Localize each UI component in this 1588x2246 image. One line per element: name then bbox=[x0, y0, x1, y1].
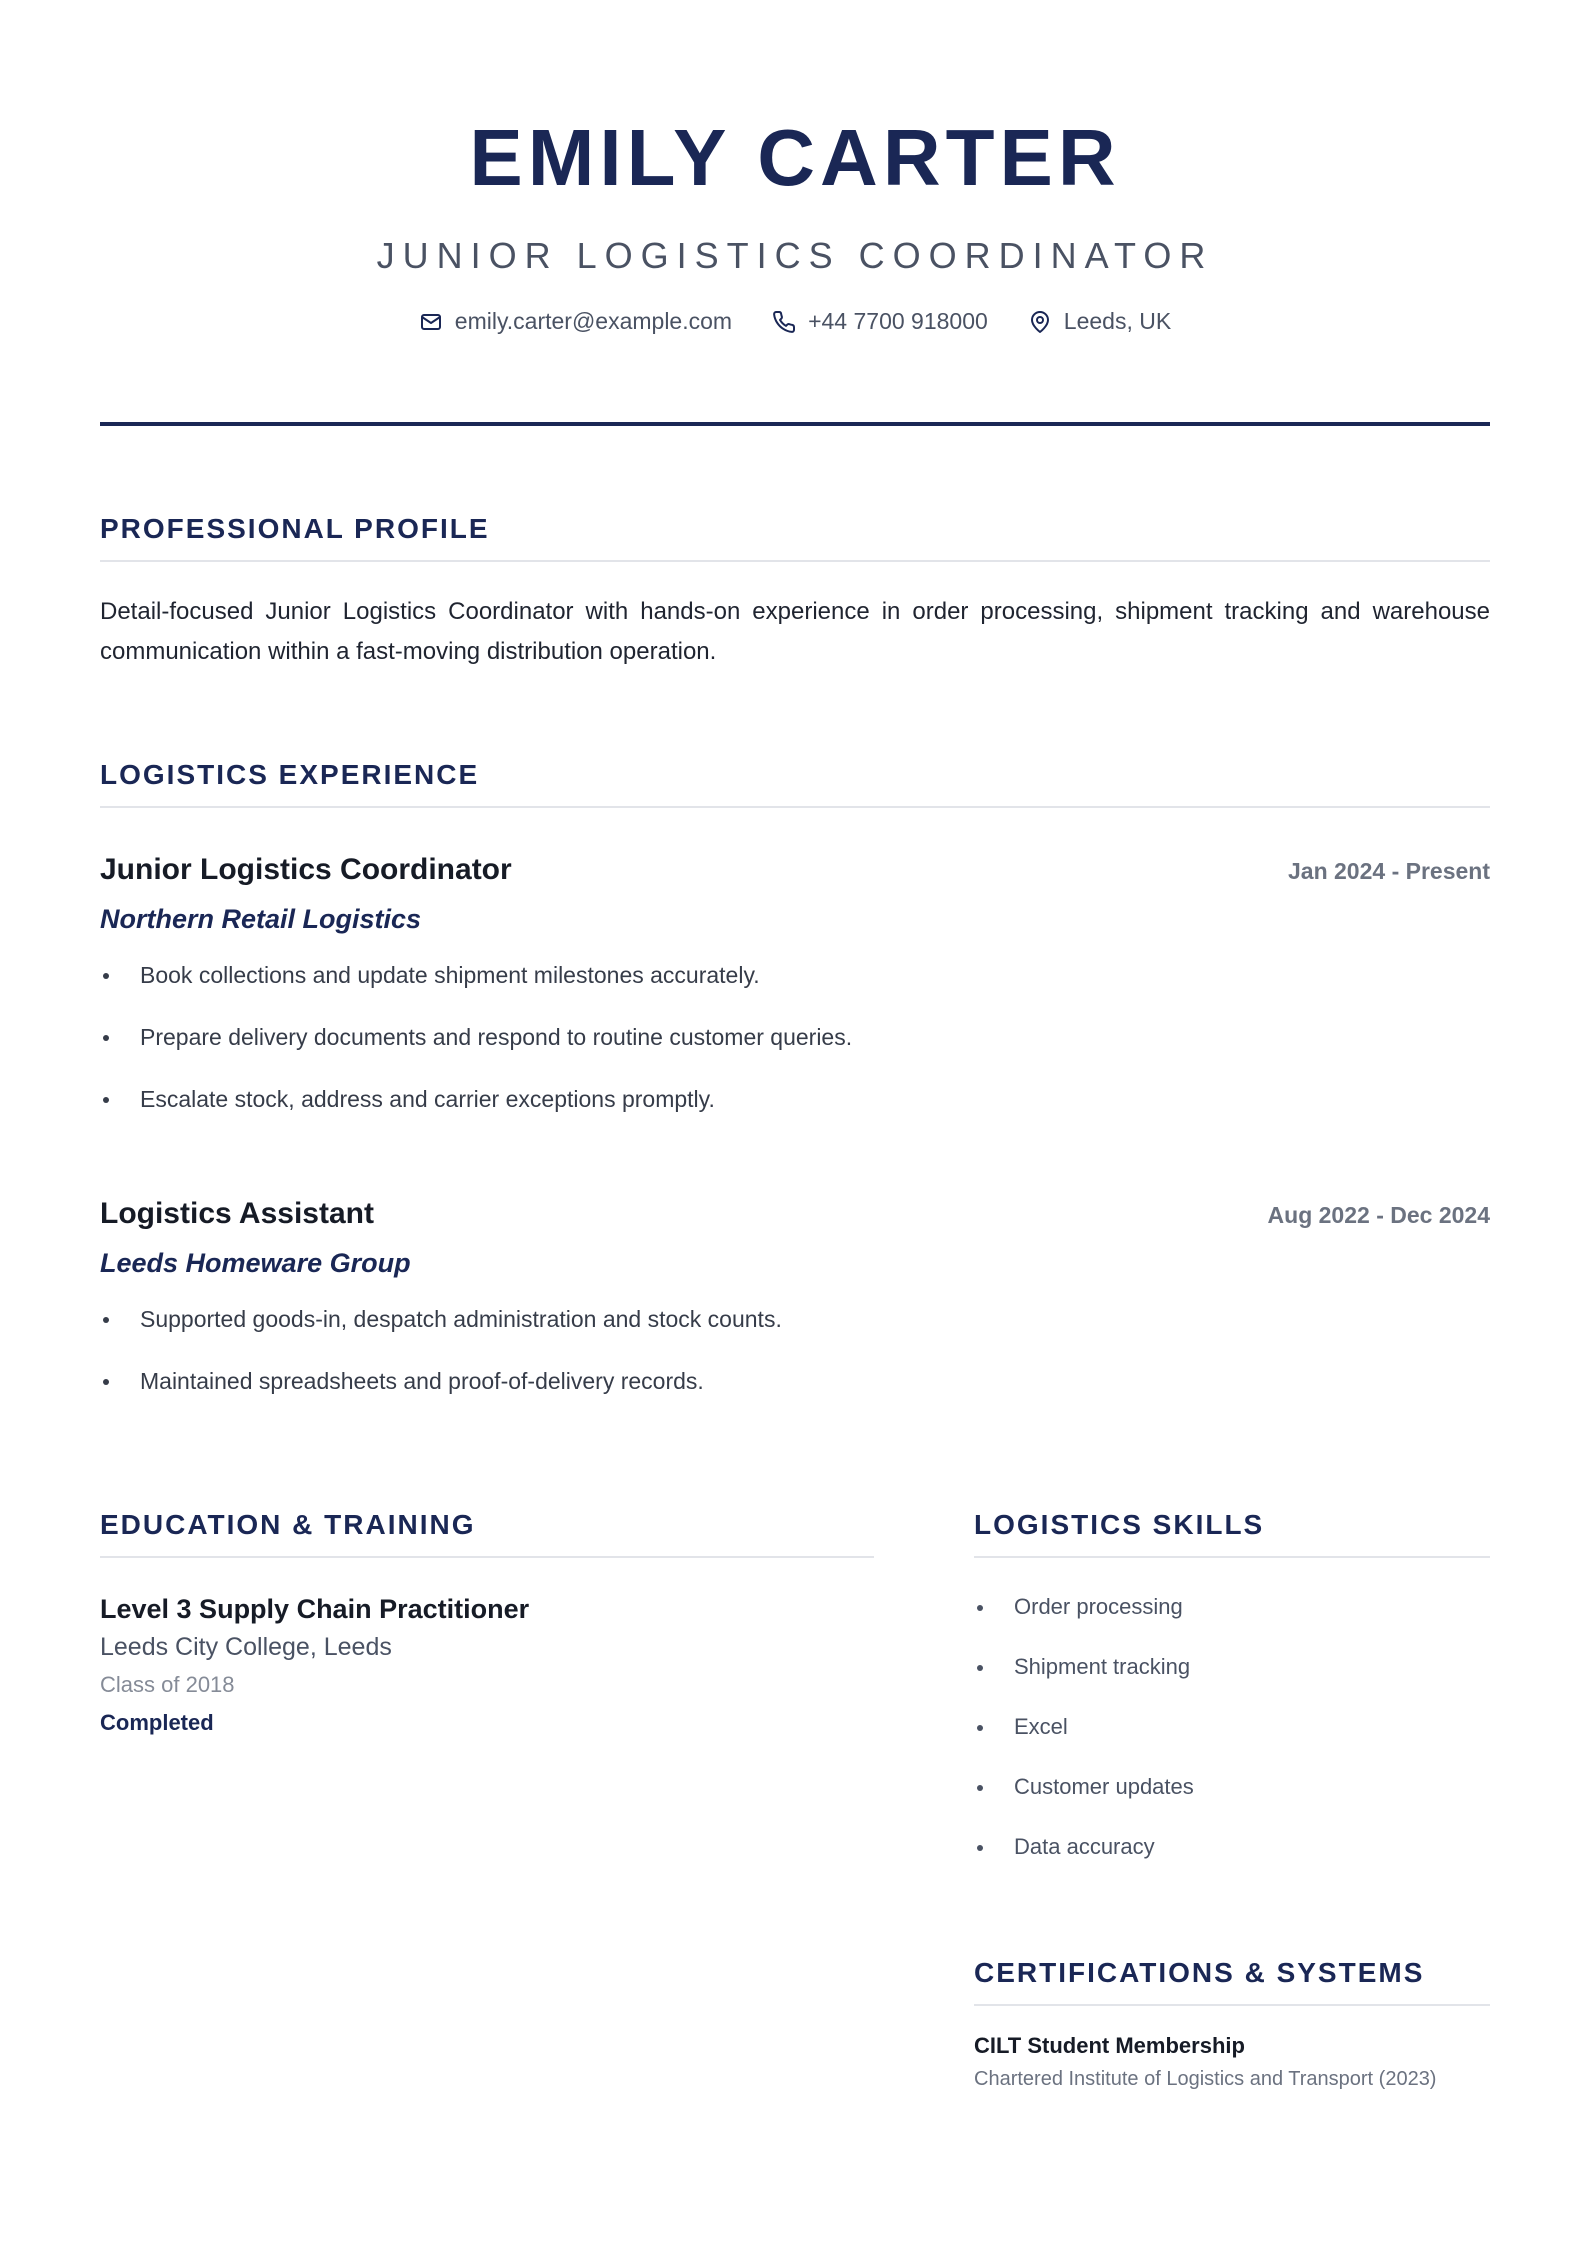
contact-row bbox=[100, 308, 1490, 335]
phone-text: +44 7700 918000 bbox=[808, 308, 988, 334]
certifications-divider bbox=[974, 2004, 1490, 2006]
education-heading: EDUCATION & TRAINING bbox=[100, 1509, 476, 1540]
map-pin-icon bbox=[1028, 310, 1052, 334]
job-bullet: Book collections and update shipment milestones accurately. bbox=[100, 960, 1490, 1022]
job-title: Logistics Assistant bbox=[100, 1197, 374, 1230]
education-title: Level 3 Supply Chain Practitioner bbox=[100, 1594, 530, 1624]
certifications-heading: CERTIFICATIONS & SYSTEMS bbox=[974, 1957, 1425, 1988]
email-text: emily.carter@example.com bbox=[454, 308, 733, 334]
skills-heading: LOGISTICS SKILLS bbox=[974, 1509, 1265, 1540]
contact-email[interactable] bbox=[419, 308, 732, 335]
education-divider bbox=[100, 1556, 874, 1558]
job-bullet: Supported goods-in, despatch administration and stock counts. bbox=[100, 1304, 1490, 1366]
job-dates: Aug 2022 - Dec 2024 bbox=[1267, 1202, 1490, 1228]
skill-item: Order processing bbox=[974, 1592, 1490, 1652]
resume-header bbox=[100, 110, 1490, 335]
job-bullets bbox=[100, 1304, 1490, 1428]
resume-page bbox=[100, 0, 1490, 2246]
education-year: Class of 2018 bbox=[100, 1672, 235, 1697]
certification-org: Chartered Institute of Logistics and Transport (2023) bbox=[974, 2068, 1437, 2090]
skill-item: Customer updates bbox=[974, 1772, 1490, 1832]
job-bullet: Maintained spreadsheets and proof-of-delivery records. bbox=[100, 1366, 1490, 1428]
education-school: Leeds City College, Leeds bbox=[100, 1633, 392, 1661]
profile-text: Detail-focused Junior Logistics Coordinator with hands-on experience in order processing, shipment tracking and warehouse communication within a fast-moving distribution operation. bbox=[100, 598, 1490, 665]
candidate-name: EMILY CARTER bbox=[469, 113, 1121, 202]
skills-list bbox=[974, 1592, 1490, 1892]
certification-entry bbox=[974, 2032, 1490, 2092]
experience-divider bbox=[100, 806, 1490, 808]
contact-phone[interactable] bbox=[772, 308, 988, 335]
phone-icon bbox=[772, 310, 796, 334]
location-text: Leeds, UK bbox=[1063, 308, 1172, 334]
education-entry bbox=[100, 1592, 874, 1738]
skills-divider bbox=[974, 1556, 1490, 1558]
mail-icon bbox=[419, 310, 443, 334]
profile-heading: PROFESSIONAL PROFILE bbox=[100, 513, 490, 544]
job-title: Junior Logistics Coordinator bbox=[100, 853, 512, 886]
certification-name: CILT Student Membership bbox=[974, 2033, 1245, 2058]
job-dates: Jan 2024 - Present bbox=[1287, 858, 1490, 884]
skill-item: Excel bbox=[974, 1712, 1490, 1772]
candidate-title: JUNIOR LOGISTICS COORDINATOR bbox=[376, 235, 1214, 276]
education-status: Completed bbox=[100, 1710, 214, 1735]
job-company: Leeds Homeware Group bbox=[100, 1248, 411, 1278]
contact-location bbox=[1028, 308, 1171, 335]
skill-item: Data accuracy bbox=[974, 1832, 1490, 1892]
job-company: Northern Retail Logistics bbox=[100, 904, 422, 934]
skill-item: Shipment tracking bbox=[974, 1652, 1490, 1712]
header-divider bbox=[100, 422, 1490, 426]
profile-divider bbox=[100, 560, 1490, 562]
experience-heading: LOGISTICS EXPERIENCE bbox=[100, 759, 480, 790]
job-bullets bbox=[100, 960, 1490, 1146]
job-bullet: Escalate stock, address and carrier exceptions promptly. bbox=[100, 1084, 1490, 1146]
job-bullet: Prepare delivery documents and respond to routine customer queries. bbox=[100, 1022, 1490, 1084]
